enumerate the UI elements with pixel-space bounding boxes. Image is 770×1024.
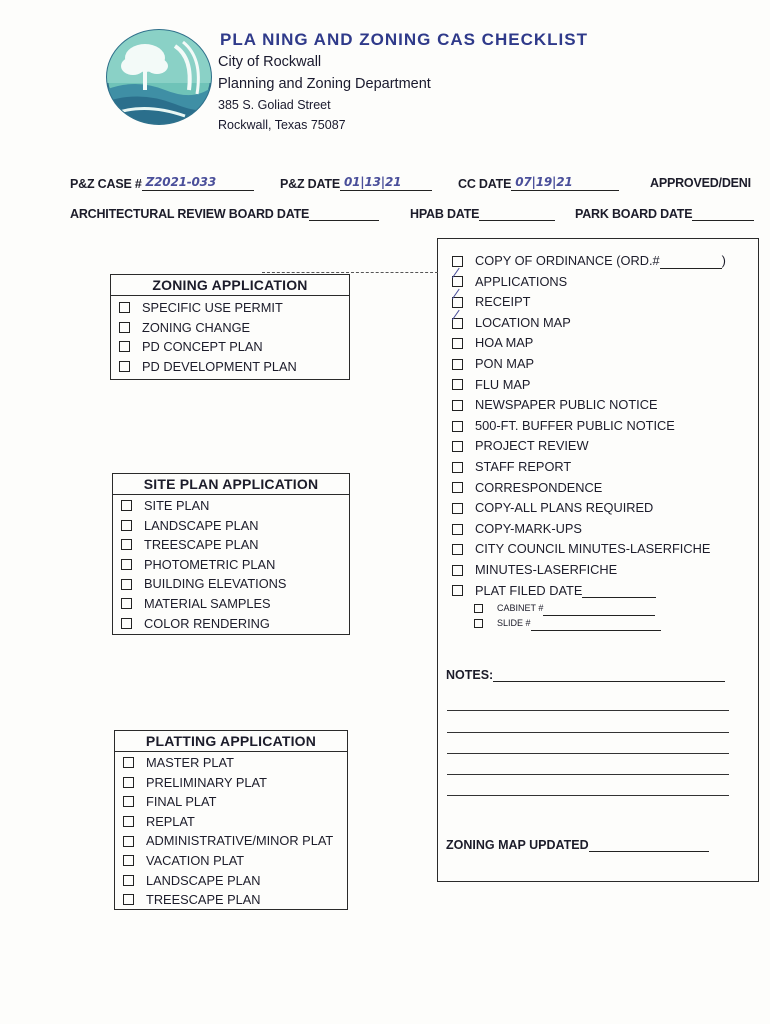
zoning-item	[119, 298, 349, 318]
checklist-item	[452, 539, 752, 560]
checkbox[interactable]	[474, 604, 483, 613]
cc-date-label: CC DATE	[458, 177, 512, 191]
site-plan-item	[121, 535, 349, 555]
checkbox[interactable]	[123, 816, 134, 827]
checkbox[interactable]	[452, 585, 463, 596]
site-plan-item	[121, 516, 349, 536]
dashed-divider	[262, 272, 438, 273]
checklist-items-list	[452, 251, 752, 601]
notes-line[interactable]	[447, 774, 729, 775]
item-label: COLOR RENDERING	[144, 615, 270, 631]
item-label: RECEIPT	[475, 294, 531, 310]
item-label: CITY COUNCIL MINUTES-LASERFICHE	[475, 541, 711, 557]
zoning-application-box	[110, 274, 350, 380]
platting-item	[123, 792, 347, 812]
checklist-item	[452, 498, 752, 519]
item-label: COPY-MARK-UPS	[475, 520, 582, 536]
hpab-date-label: HPAB DATE	[410, 207, 480, 221]
platting-item	[123, 890, 347, 910]
checkbox[interactable]	[452, 441, 463, 452]
item-suffix: )	[721, 253, 726, 268]
platting-items-list	[115, 752, 347, 910]
checkbox[interactable]	[121, 539, 132, 550]
item-label: APPLICATIONS	[475, 273, 568, 289]
checkbox[interactable]	[452, 524, 463, 535]
item-label: HOA MAP	[475, 335, 534, 351]
item-label: PD CONCEPT PLAN	[142, 339, 263, 355]
item-label: PON MAP	[475, 355, 535, 371]
hpab-date-field[interactable]	[410, 206, 555, 221]
platting-item	[123, 773, 347, 793]
checkbox[interactable]	[452, 503, 463, 514]
checklist-item	[452, 560, 752, 581]
checkbox[interactable]	[452, 421, 463, 432]
item-label: PRELIMINARY PLAT	[146, 774, 267, 790]
checkbox[interactable]	[452, 297, 463, 308]
notes-line[interactable]	[447, 795, 729, 796]
item-label: REPLAT	[146, 813, 195, 829]
checkbox[interactable]	[123, 777, 134, 788]
form-title: PLA NING AND ZONING CAS CHECKLIST	[220, 30, 588, 49]
checklist-item	[452, 333, 752, 354]
checkbox[interactable]	[121, 579, 132, 590]
notes-label: NOTES:	[446, 668, 494, 682]
pz-date-field[interactable]	[280, 176, 432, 191]
pz-date-label: P&Z DATE	[280, 177, 340, 191]
zoning-item	[119, 357, 349, 377]
fill-line[interactable]	[543, 601, 655, 616]
item-label: MASTER PLAT	[146, 755, 234, 770]
approved-denied-label: APPROVED/DENI	[650, 176, 751, 190]
zoning-item	[119, 337, 349, 357]
case-checklist-box	[437, 238, 759, 882]
checkbox[interactable]	[452, 379, 463, 390]
arch-review-date-label: ARCHITECTURAL REVIEW BOARD DATE	[70, 207, 310, 221]
checklist-item	[452, 519, 752, 540]
item-label: TREESCAPE PLAN	[144, 537, 259, 553]
case-number-value: Z2021-033	[145, 175, 216, 189]
fill-line[interactable]	[531, 616, 661, 631]
city-name: City of Rockwall	[218, 54, 322, 70]
site-plan-item	[121, 555, 349, 575]
checklist-item	[452, 416, 752, 437]
item-label: CORRESPONDENCE	[475, 479, 603, 495]
checkbox[interactable]	[123, 757, 134, 768]
notes-line[interactable]	[447, 732, 729, 733]
notes-field[interactable]	[446, 667, 725, 682]
case-number-label: P&Z CASE #	[70, 177, 142, 191]
item-label: MATERIAL SAMPLES	[144, 595, 271, 611]
platting-application-box	[114, 730, 348, 910]
checkbox[interactable]	[452, 400, 463, 411]
plat-sub-item	[474, 616, 752, 631]
plat-filed-sub-items	[452, 601, 752, 631]
checkbox[interactable]	[121, 559, 132, 570]
checklist-item	[452, 395, 752, 416]
department-name: Planning and Zoning Department	[218, 76, 431, 92]
checkbox[interactable]	[452, 338, 463, 349]
item-label: VACATION PLAT	[146, 852, 245, 868]
item-label: NEWSPAPER PUBLIC NOTICE	[475, 397, 658, 413]
item-label: STAFF REPORT	[475, 458, 572, 474]
checkbox[interactable]	[119, 361, 130, 372]
item-label: SITE PLAN	[144, 498, 210, 513]
checklist-item	[452, 478, 752, 499]
item-label: LANDSCAPE PLAN	[144, 517, 259, 533]
city-state-zip: Rockwall, Texas 75087	[218, 118, 346, 132]
checkbox[interactable]	[119, 341, 130, 352]
checkbox[interactable]	[123, 875, 134, 886]
item-label: FLU MAP	[475, 376, 531, 392]
item-label: 500-FT. BUFFER PUBLIC NOTICE	[475, 417, 675, 433]
item-label: COPY OF ORDINANCE (ORD.#	[475, 253, 660, 268]
item-label: FINAL PLAT	[146, 794, 217, 810]
item-label: PROJECT REVIEW	[475, 438, 589, 454]
site-plan-item	[121, 496, 349, 516]
checkbox[interactable]	[474, 619, 483, 628]
item-label: BUILDING ELEVATIONS	[144, 576, 287, 592]
checkbox[interactable]	[119, 322, 130, 333]
checkbox[interactable]	[452, 256, 463, 267]
zoning-application-title: ZONING APPLICATION	[111, 275, 349, 296]
platting-item	[123, 812, 347, 832]
arch-review-date-field[interactable]	[70, 206, 379, 221]
checkbox[interactable]	[123, 836, 134, 847]
checkbox[interactable]	[452, 544, 463, 555]
item-label: CABINET #	[497, 603, 544, 614]
item-label: ADMINISTRATIVE/MINOR PLAT	[146, 833, 334, 849]
site-plan-item	[121, 574, 349, 594]
checkbox[interactable]	[121, 598, 132, 609]
item-label: PHOTOMETRIC PLAN	[144, 556, 276, 572]
item-label: SPECIFIC USE PERMIT	[142, 300, 283, 315]
park-board-date-label: PARK BOARD DATE	[575, 207, 693, 221]
item-label: LOCATION MAP	[475, 314, 571, 330]
fill-line[interactable]	[660, 254, 722, 269]
checkbox[interactable]	[452, 318, 463, 329]
fill-line[interactable]	[582, 583, 656, 598]
item-label: SLIDE #	[497, 618, 531, 629]
checkbox[interactable]	[452, 359, 463, 370]
checkbox[interactable]	[452, 565, 463, 576]
checklist-item	[452, 436, 752, 457]
cc-date-value: 07|19|21	[515, 175, 573, 189]
site-plan-application-box	[112, 473, 350, 635]
checkbox[interactable]	[123, 855, 134, 866]
platting-application-title: PLATTING APPLICATION	[115, 731, 347, 752]
item-label: COPY-ALL PLANS REQUIRED	[475, 500, 654, 516]
zoning-items-list	[111, 296, 349, 376]
checklist-item	[452, 375, 752, 396]
checkbox[interactable]	[121, 618, 132, 629]
pz-date-value: 01|13|21	[343, 175, 402, 189]
checkbox[interactable]	[123, 894, 134, 905]
item-label: PLAT FILED DATE	[475, 582, 583, 598]
notes-line[interactable]	[447, 710, 729, 711]
city-seal-logo	[105, 28, 213, 126]
checkbox[interactable]	[452, 482, 463, 493]
zoning-item	[119, 318, 349, 338]
platting-item	[123, 851, 347, 871]
checklist-item	[452, 457, 752, 478]
notes-line[interactable]	[447, 753, 729, 754]
site-plan-item	[121, 614, 349, 634]
item-label: MINUTES-LASERFICHE	[475, 561, 618, 577]
item-label: LANDSCAPE PLAN	[146, 872, 261, 888]
checkbox[interactable]	[121, 500, 132, 511]
checklist-item	[452, 581, 752, 602]
item-label: ZONING CHANGE	[142, 319, 251, 335]
cc-date-field[interactable]	[458, 176, 619, 191]
park-board-date-field[interactable]	[575, 206, 754, 221]
street-address: 385 S. Goliad Street	[218, 98, 331, 112]
platting-item	[123, 753, 347, 773]
zoning-map-updated-label: ZONING MAP UPDATED	[446, 838, 589, 852]
plat-sub-item	[474, 601, 752, 616]
checkbox[interactable]	[452, 462, 463, 473]
site-plan-application-title: SITE PLAN APPLICATION	[113, 474, 349, 495]
site-plan-item	[121, 594, 349, 614]
platting-item	[123, 831, 347, 851]
checklist-item	[452, 313, 752, 334]
case-number-field[interactable]	[70, 176, 254, 191]
platting-item	[123, 871, 347, 891]
checkbox[interactable]	[119, 302, 130, 313]
checklist-item	[452, 251, 752, 272]
checkbox[interactable]	[452, 276, 463, 287]
checklist-item	[452, 292, 752, 313]
checkbox[interactable]	[121, 520, 132, 531]
checklist-item	[452, 272, 752, 293]
checkbox[interactable]	[123, 796, 134, 807]
site-plan-items-list	[113, 495, 349, 633]
zoning-map-updated-field[interactable]	[446, 837, 709, 852]
item-label: TREESCAPE PLAN	[146, 892, 261, 908]
item-label: PD DEVELOPMENT PLAN	[142, 358, 297, 374]
checklist-item	[452, 354, 752, 375]
